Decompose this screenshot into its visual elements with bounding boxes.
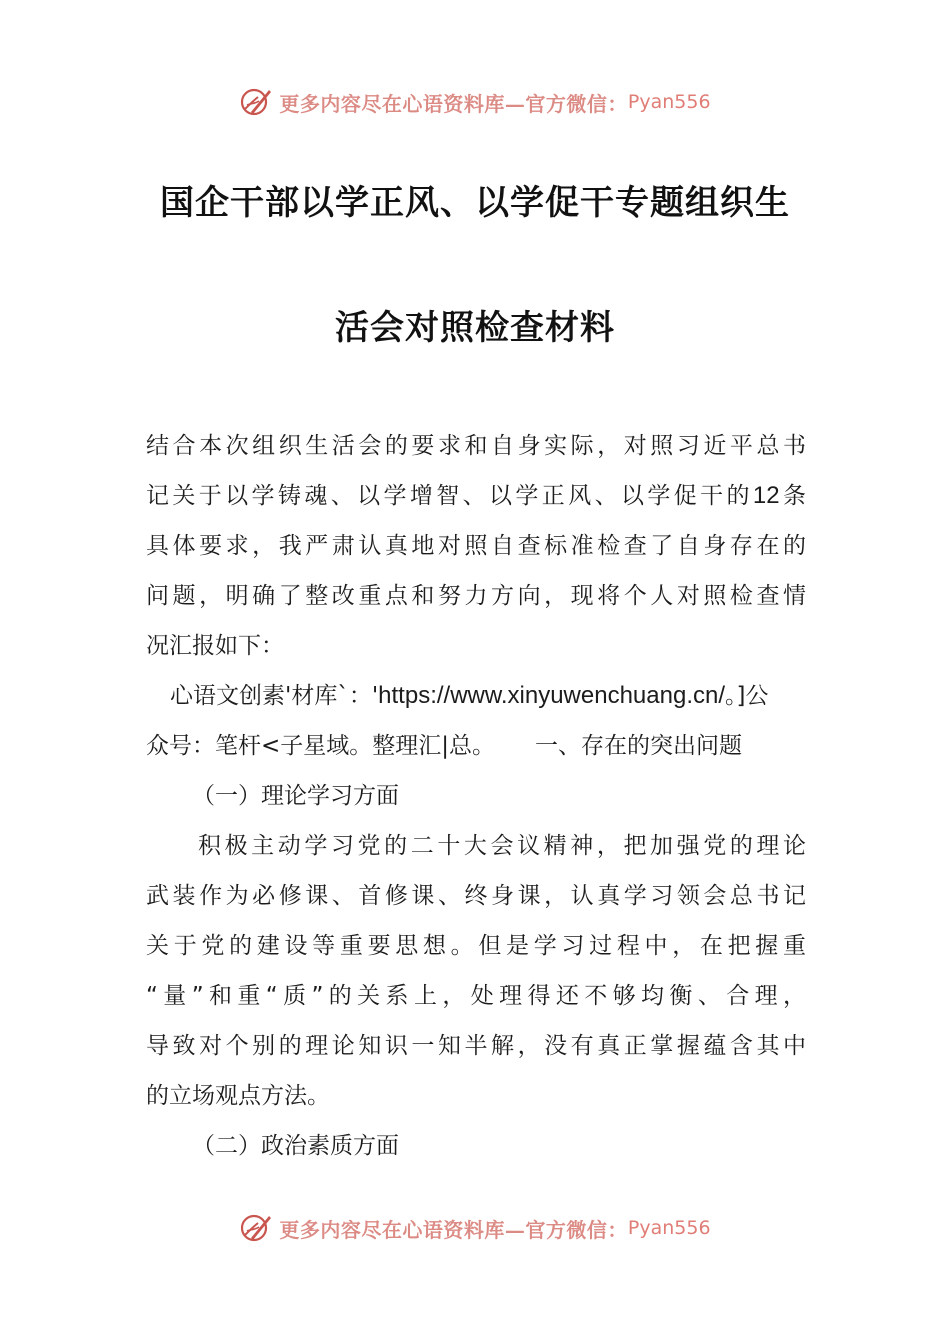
intro-number: 12 (752, 482, 780, 509)
intro-line-2-text: 记关于以学铸魂、以学增智、以学正风、以学促干的 (146, 483, 753, 509)
source-note-line-2 (146, 728, 806, 764)
source-note-line-1 (170, 678, 810, 714)
intro-line-5: 况汇报如下： (146, 633, 284, 659)
source-note-suffix: 。]公 (725, 683, 769, 709)
intro-line-1: 结合本次组织生活会的要求和自身实际，对照习近平总书 (146, 433, 806, 459)
section-1-heading: 一、存在的突出问题 (535, 733, 743, 759)
watermark-label: 官方微信： (525, 1217, 628, 1242)
intro-line-2-tail: 条 (779, 483, 807, 509)
watermark-text: 更多内容尽在心语资料库— (279, 91, 526, 116)
watermark-text: 更多内容尽在心语资料库— (279, 1217, 526, 1242)
sub1-line-2: 武装作为必修课、首修课、终身课，认真学习领会总书记 (146, 883, 806, 909)
source-note-prefix: 心语文创素'材库`：' (170, 683, 379, 709)
watermark-banner-bottom (0, 1208, 950, 1248)
intro-line-4: 问题，明确了整改重点和努力方向，现将个人对照检查情 (146, 583, 806, 609)
sub1-line-5: 导致对个别的理论知识一知半解，没有真正掌握蕴含其中 (146, 1033, 806, 1059)
sub1-line-6: 的立场观点方法。 (146, 1083, 330, 1109)
watermark-banner-top (0, 82, 950, 122)
subsection-1-heading: （一）理论学习方面 (192, 783, 399, 809)
intro-line-2 (146, 478, 806, 514)
sub1-line-4: “量”和重“质”的关系上，处理得还不够均衡、合理， (146, 983, 806, 1009)
source-note-wechat: 众号：笔杆<子星域。整理汇|总。 (146, 733, 496, 759)
source-url-link[interactable]: https://www.xinyuwenchuang.cn/ (378, 682, 726, 709)
document-title-line-1: 国企干部以学正风、以学促干专题组织生 (160, 183, 790, 223)
sub1-line-3: 关于党的建设等重要思想。但是学习过程中，在把握重 (146, 933, 806, 959)
intro-line-3: 具体要求，我严肃认真地对照自查标准检查了自身存在的 (146, 533, 806, 559)
watermark-wechat-id: Pyan556 (627, 1217, 711, 1239)
pen-logo-icon (239, 1211, 273, 1245)
sub1-line-1: 积极主动学习党的二十大会议精神，把加强党的理论 (198, 833, 806, 859)
subsection-2-heading: （二）政治素质方面 (192, 1133, 399, 1159)
watermark-label: 官方微信： (525, 91, 628, 116)
pen-logo-icon (239, 85, 273, 119)
watermark-wechat-id: Pyan556 (627, 91, 711, 113)
document-title-line-2: 活会对照检查材料 (335, 308, 615, 348)
